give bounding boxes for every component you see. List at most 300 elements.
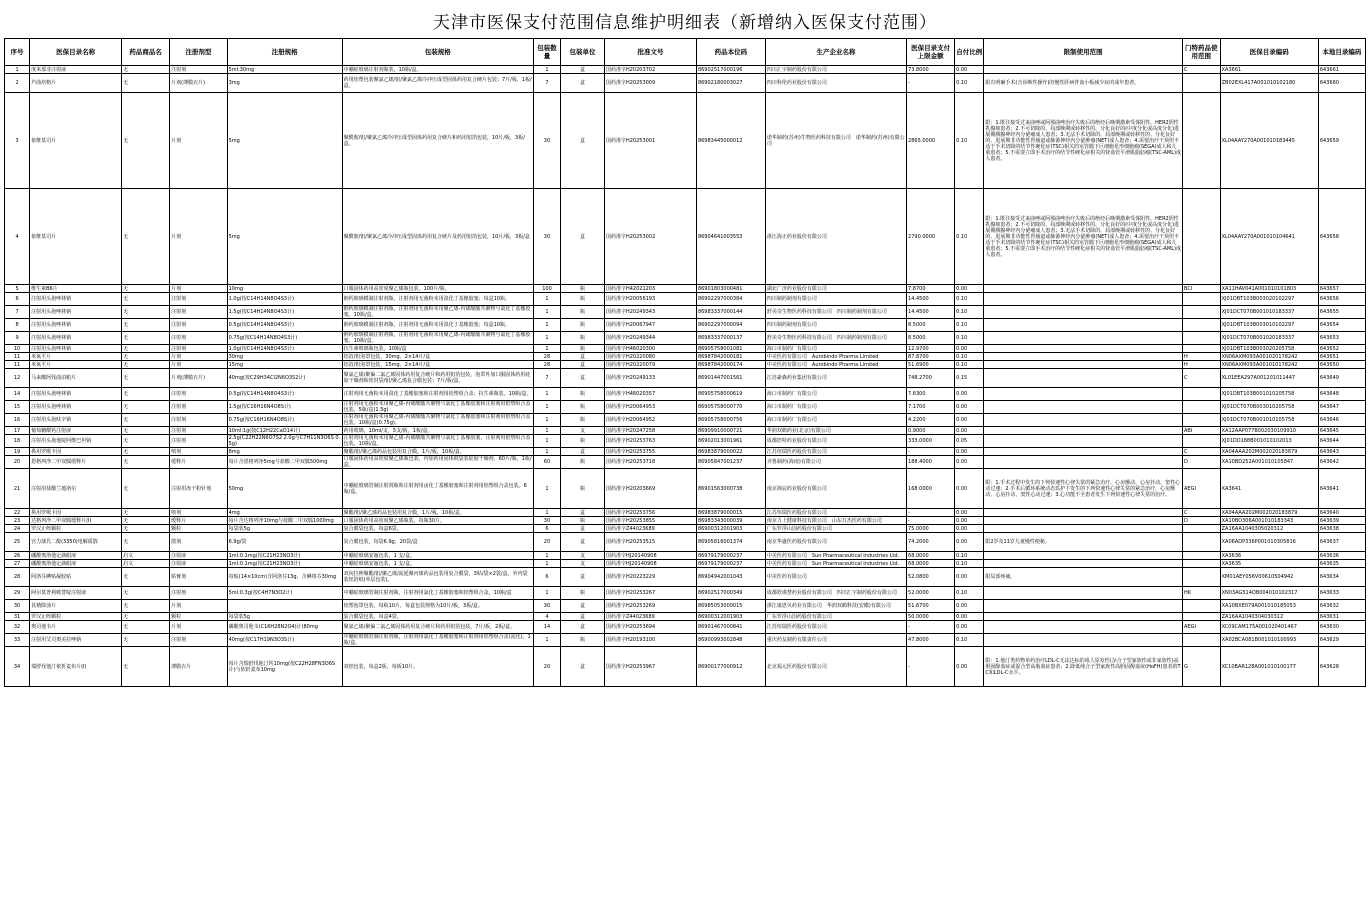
- table-cell: 中美医药有限公司 Aurobindo Pharma Limited: [765, 361, 906, 369]
- table-cell: [984, 600, 1183, 613]
- table-cell: 无: [122, 388, 170, 401]
- table-cell: 瓶: [561, 469, 605, 509]
- table-cell: 注射液: [170, 552, 227, 560]
- table-cell: 1: [533, 448, 560, 456]
- table-cell: 聚酰胺/铝/聚氯乙烯冷冲压成型固体药用复合硬片及药用铝箔包装，10片/板，3板/盒: [342, 189, 533, 285]
- table-cell: 国药准字Z44023689: [604, 525, 696, 533]
- table-cell: 无: [122, 306, 170, 319]
- table-cell: 国药准字H20220080: [604, 353, 696, 361]
- table-cell: [1182, 533, 1220, 552]
- table-cell: 硼酸奥洛他定滴眼液: [30, 560, 122, 568]
- table-cell: 6.9g/袋: [227, 533, 342, 552]
- table-cell: 10ml:1g(按C12H22CaO14计): [227, 427, 342, 435]
- table-cell: 中美医药有限公司 Aurobindo Pharma Limited: [765, 353, 906, 361]
- table-cell: 依维莫司片: [30, 189, 122, 285]
- table-cell: 86902297000094: [696, 319, 765, 332]
- table-cell: 86987842000181: [696, 353, 765, 361]
- table-cell: 铝箔/铝泡罩包装，15mg，2×14片/盒: [342, 361, 533, 369]
- table-cell: 口服固体药用高密度聚乙烯瓶包装，内加药用固体纸袋装硅胶干燥剂，60片/瓶，1瓶/盒。: [343, 456, 532, 468]
- table-cell: 中硼硅玻璃注射剂瓶装，10瓶/盒。: [342, 66, 533, 74]
- table-cell: 盒: [561, 621, 605, 634]
- table-cell: XL01EEA297A001201011447: [1220, 369, 1318, 388]
- table-cell: 15mg: [227, 361, 342, 369]
- table-cell: 1: [533, 401, 560, 414]
- table-cell: [1182, 435, 1220, 448]
- table-cell: [984, 66, 1183, 74]
- table-cell: 复合膜袋包装，每盒4袋。: [342, 613, 533, 621]
- table-cell: 中美医药有限公司 Sun Pharmaceutical Industries Ltd.: [765, 560, 906, 568]
- table-cell: 葡萄糖酸钙注射液: [30, 427, 122, 435]
- table-cell: 每袋装5g: [227, 525, 342, 533]
- table-cell: [984, 353, 1183, 361]
- table-cell: 51.6900: [907, 361, 955, 369]
- table-cell: 国药准字H20253515: [604, 533, 696, 552]
- table-cell: 86985053000015: [696, 600, 765, 613]
- table-cell: [984, 621, 1183, 634]
- table-row: [5, 525, 1366, 533]
- table-cell: 国药准字H20253267: [604, 587, 696, 600]
- table-cell: 限：1.既往接受过来曲唑或阿那曲唑治疗失败后的绝经后晚期激素受体阳性、HER2阴性乳腺癌患者；2.不可切除的、局部晚期或转移性的、分化良好的(中度分化或高度分化)进展期胰腺神经内分泌瘤成人患者；3.无法手术切除的、局部晚期或转移性的、分化良好的、进展期非功能性胃肠道或肺源神经内分泌肿瘤(NET)成人患者；4.需要治疗干预但不适于手术切除的结节性硬化症(TSC)相关的室管膜下巨细胞星形细胞瘤(SEGA)成人和儿童患者；5.不需要立即手术治疗的结节性硬化症相关的肾血管平滑肌脂肪瘤(TSC-AML)成人患者。: [984, 189, 1183, 285]
- column-header: 批准文号: [604, 39, 696, 66]
- table-row: [5, 369, 1366, 388]
- table-cell: 无: [122, 587, 170, 600]
- table-cell: 0.10: [955, 319, 984, 332]
- table-cell: [1182, 552, 1220, 560]
- table-cell: [984, 427, 1183, 435]
- table-cell: 22: [5, 509, 30, 517]
- table-cell: 支: [561, 552, 605, 560]
- table-cell: 国药准字H20064952: [604, 414, 696, 427]
- table-cell: 20: [5, 456, 30, 469]
- table-cell: 86987842000174: [696, 361, 765, 369]
- table-cell: [984, 293, 1183, 306]
- table-cell: 86904641003553: [696, 189, 765, 285]
- table-cell: 注射剂: [170, 587, 227, 600]
- table-row: [5, 448, 1366, 456]
- table-cell: XA02BCA081B001010100993: [1220, 634, 1318, 647]
- table-cell: 硼酸奥洛他定滴眼液: [30, 552, 122, 560]
- table-cell: 30: [533, 189, 560, 285]
- table-cell: 罗汉止咳颗粒: [30, 525, 122, 533]
- table-cell: XN06AXM093A001020178242: [1220, 353, 1318, 361]
- table-cell: 注射剂: [170, 293, 227, 306]
- table-cell: 片剂: [170, 600, 227, 613]
- table-cell: 国药准字H20247258: [604, 427, 696, 435]
- table-cell: [1182, 525, 1220, 533]
- table-cell: 铝塑泡罩包装，每板10片，每盒包装规格为10片/板，3板/盒。: [342, 600, 533, 613]
- table-row: [5, 427, 1366, 435]
- table-cell: -: [907, 509, 955, 517]
- table-cell: 罗汉止咳颗粒: [30, 613, 122, 621]
- table-cell: 国药准字H20056193: [604, 293, 696, 306]
- table-cell: 瓶: [561, 285, 605, 293]
- table-cell: 国药准字H46020300: [604, 345, 696, 353]
- table-cell: 缓释片: [170, 456, 227, 469]
- table-cell: 鼻用罗哌卡因: [30, 509, 122, 517]
- table-cell: 1: [533, 634, 560, 647]
- table-cell: 643655: [1318, 306, 1365, 319]
- table-cell: 片剂: [170, 189, 227, 285]
- table-cell: 广东罗浮山国药股份有限公司: [765, 613, 906, 621]
- table-cell: 盒: [561, 613, 605, 621]
- table-cell: 643639: [1318, 517, 1365, 525]
- table-cell: 中美医药有限公司 Sun Pharmaceutical Industries Ltd.: [765, 552, 906, 560]
- table-cell: XN03AG514OB004010102317: [1220, 587, 1318, 600]
- table-cell: 注射剂: [170, 414, 227, 427]
- table-cell: 643630: [1318, 621, 1365, 634]
- table-cell: 30: [5, 600, 30, 613]
- table-cell: [984, 587, 1183, 600]
- table-cell: 宫力蒲氏二醇(3350)电解质散: [30, 533, 122, 552]
- table-cell: 国药准字H20253269: [604, 600, 696, 613]
- table-cell: 湖北广济药业股份有限公司: [765, 285, 906, 293]
- table-row: [5, 600, 1366, 613]
- column-header: 限制使用范围: [984, 39, 1183, 66]
- table-row: [5, 93, 1366, 189]
- table-cell: 无: [122, 469, 170, 509]
- table-cell: [1182, 319, 1220, 332]
- table-cell: 瓶: [561, 435, 605, 448]
- table-cell: G: [1182, 647, 1220, 687]
- table-cell: 瓶: [561, 401, 605, 414]
- table-cell: 86900993002848: [696, 634, 765, 647]
- table-cell: 50.0000: [907, 613, 955, 621]
- table-cell: 双向拉伸聚酯/铝/聚乙烯/流延聚丙烯药品包装用复合膜袋，3贴/袋×2袋/盒，外内袋装铝箔纸(单层包装)。: [342, 568, 533, 587]
- table-cell: 86983337000144: [696, 306, 765, 319]
- table-cell: 7.8700: [907, 285, 955, 293]
- table-cell: 聚酯/铝/聚乙烯药品包装用复合膜，1片/板，10板/盒。: [342, 509, 533, 517]
- table-cell: C: [1182, 66, 1220, 74]
- table-cell: 江苏豪森药业集团有限公司: [765, 369, 906, 388]
- table-cell: 国药准字H20253855: [604, 517, 696, 525]
- table-cell: XA06ADP336P001010305816: [1220, 533, 1318, 552]
- table-cell: 16: [5, 414, 30, 427]
- table-cell: 片剂: [170, 353, 227, 361]
- table-cell: 盒: [561, 509, 605, 517]
- table-cell: 1: [533, 509, 560, 517]
- table-cell: 7: [533, 369, 560, 388]
- table-cell: 限2岁及11岁儿童慢性便秘。: [984, 533, 1183, 552]
- table-cell: [984, 401, 1183, 414]
- table-cell: XL04AAY270A001010104641: [1220, 189, 1318, 285]
- table-cell: 50mg: [227, 469, 342, 509]
- table-cell: 国药准字H46020357: [604, 388, 696, 401]
- table-cell: 成都倍特药业股份有限公司: [765, 435, 906, 448]
- table-cell: 四川科伦药业股份有限公司: [765, 74, 906, 93]
- table-cell: 米氮平片: [30, 353, 122, 361]
- table-cell: 643636: [1318, 552, 1365, 560]
- table-cell: 1: [533, 293, 560, 306]
- table-cell: 注射剂: [170, 401, 227, 414]
- table-cell: 无: [122, 414, 170, 427]
- table-cell: 马来酸阿伐曲泊帕片: [30, 369, 122, 388]
- table-cell: 聚氯乙烯/聚偏二氯乙烯固体药用复合硬片和药用铝箔包装，7片/板，2板/盒。: [342, 621, 533, 634]
- table-cell: 贴膏剂: [170, 568, 227, 587]
- table-cell: 0.00: [955, 285, 984, 293]
- table-cell: 喷剂: [170, 509, 227, 517]
- table-cell: 无: [122, 332, 170, 345]
- table-cell: 4.2200: [907, 414, 955, 427]
- table-cell: 盒: [561, 353, 605, 361]
- table-cell: D: [1182, 456, 1220, 469]
- table-row: [5, 74, 1366, 93]
- table-cell: 29: [5, 587, 30, 600]
- table-cell: 国药准字H20220079: [604, 361, 696, 369]
- table-cell: 瓶: [561, 332, 605, 345]
- table-cell: 喷剂: [170, 448, 227, 456]
- table-cell: 限：1.手术过程中发生的下列快速性心律失常的紧急治疗，心房颤动、心房扑动、窦性心动过速；2.手术后循环系统动态监护下发生的下列快速性心律失常的紧急治疗，心房颤动、心房扑动、窦性心动过速；3.心功能不全患者发生下列快速性心律失常的治疗。: [984, 469, 1183, 509]
- table-cell: [1182, 93, 1220, 189]
- table-cell: [1182, 414, 1220, 427]
- table-cell: 86902517000196: [696, 66, 765, 74]
- table-cell: 缓释片: [170, 517, 227, 525]
- table-cell: 无: [122, 568, 170, 587]
- table-cell: 0.00: [955, 525, 984, 533]
- table-cell: 海口市制药厂有限公司: [765, 345, 906, 353]
- table-cell: 钠钙玻璃模制注射剂瓶，注射剂用无菌粉末用溴化丁基橡胶塞；每盒10瓶。: [342, 319, 533, 332]
- table-cell: 643658: [1318, 189, 1365, 285]
- table-row: [5, 560, 1366, 568]
- table-row: [5, 353, 1366, 361]
- table-cell: H: [1182, 353, 1220, 361]
- table-cell: 643638: [1318, 525, 1365, 533]
- table-cell: 643629: [1318, 634, 1365, 647]
- table-cell: ABI: [1182, 427, 1220, 435]
- table-cell: 33: [5, 634, 30, 647]
- table-cell: 14: [5, 388, 30, 401]
- table-cell: 643656: [1318, 293, 1365, 306]
- table-cell: 国药准字H20253001: [604, 93, 696, 189]
- column-header: 自付比例: [955, 39, 984, 66]
- table-cell: [1182, 189, 1220, 285]
- column-header: 门特药品使用范围: [1182, 39, 1220, 66]
- table-cell: 86900312001903: [696, 525, 765, 533]
- table-cell: 国药准字H20249344: [604, 332, 696, 345]
- table-cell: -: [907, 74, 955, 93]
- table-cell: 30mg: [227, 353, 342, 361]
- table-cell: 薄膜衣片: [170, 647, 227, 687]
- table-cell: 643648: [1318, 388, 1365, 401]
- table-cell: 30: [533, 93, 560, 189]
- table-cell: 30: [533, 517, 560, 525]
- table-cell: 注射用头孢唑林钠: [30, 306, 122, 319]
- table-cell: 25: [5, 533, 30, 552]
- table-cell: 27: [5, 560, 30, 568]
- table-cell: 0.05: [955, 435, 984, 448]
- table-cell: 无: [122, 293, 170, 306]
- table-cell: 643657: [1318, 285, 1365, 293]
- table-cell: 643637: [1318, 533, 1365, 552]
- table-row: [5, 345, 1366, 353]
- table-cell: 86905758000770: [696, 401, 765, 414]
- table-cell: [1182, 568, 1220, 587]
- table-cell: 5ml:0.3g(按C4H7N3O2计): [227, 587, 342, 600]
- table-cell: 643650: [1318, 361, 1365, 369]
- table-cell: 国药准字H20253763: [604, 435, 696, 448]
- table-row: [5, 613, 1366, 621]
- table-cell: 国药准字H20064953: [604, 401, 696, 414]
- table-cell: 齐鲁制药(海南)有限公司: [765, 456, 906, 469]
- table-cell: XA12AAP077B002030109910: [1220, 427, 1318, 435]
- table-cell: 643644: [1318, 435, 1365, 448]
- table-cell: 26: [5, 552, 30, 560]
- table-cell: 14.4500: [907, 293, 955, 306]
- table-cell: 10mg: [227, 285, 342, 293]
- column-header: 序号: [5, 39, 30, 66]
- table-cell: 1: [533, 388, 560, 401]
- table-cell: 舒美奇生物医药科技有限公司 四川制药制剂有限公司: [765, 332, 906, 345]
- table-cell: XA10BD252A001010105847: [1220, 456, 1318, 469]
- table-cell: 68.0000: [907, 560, 955, 568]
- table-cell: 7: [5, 306, 30, 319]
- table-cell: 聚氯乙烯/聚偏二氯乙烯固体药用复合硬片和药用铝箔包装，泡罩外加口服固体药用硅胶干燥剂和密封袋/铝/聚乙烯复合膜包装；7片/板/盒。: [342, 369, 533, 388]
- table-cell: 瓶: [561, 634, 605, 647]
- table-cell: 643633: [1318, 587, 1365, 600]
- column-header: 生产企业名称: [765, 39, 906, 66]
- column-header: 包装数量: [533, 39, 560, 66]
- table-cell: 1.5g(按C14H14N8O4S3计): [227, 306, 342, 319]
- table-cell: 芪楂降浊片: [30, 600, 122, 613]
- table-row: [5, 189, 1366, 285]
- table-cell: 限：1.他汀类药物单药治疗LDL-C无法达标的成人原发性(杂合子型家族性或非家族性)高胆固醇血症或混合型高脂血症患者；2.降低纯合子型家族性高胆固醇血症(HoFH)患者的TC和LDL-C水平。: [984, 647, 1183, 687]
- table-cell: 片剂(薄膜衣片): [170, 369, 227, 388]
- table-row: [5, 647, 1366, 687]
- table-cell: 0.15: [955, 369, 984, 388]
- table-cell: 0.00: [955, 517, 984, 525]
- table-cell: 8: [5, 319, 30, 332]
- table-cell: 中硼硅玻璃安瓿包装，1 支/盒。: [342, 552, 533, 560]
- table-cell: 14.4500: [907, 306, 955, 319]
- column-header: 包装规格: [342, 39, 533, 66]
- table-row: [5, 533, 1366, 552]
- table-cell: 86983337000137: [696, 332, 765, 345]
- table-cell: 86905758001081: [696, 345, 765, 353]
- table-cell: 1ml:0.1mg(按C21H23NO3计): [227, 560, 342, 568]
- table-cell: 19: [5, 448, 30, 456]
- table-cell: 0.00: [955, 401, 984, 414]
- table-cell: 颗粒: [170, 613, 227, 621]
- table-cell: 47.8000: [907, 634, 955, 647]
- table-cell: 7: [533, 74, 560, 93]
- table-cell: 瓶: [561, 456, 605, 469]
- table-cell: 9: [5, 332, 30, 345]
- table-cell: 100: [533, 285, 560, 293]
- table-cell: 无: [122, 448, 170, 456]
- table-cell: 86900177000912: [696, 647, 765, 687]
- table-cell: 双铝包装，每盒2板，每板10片。: [342, 647, 533, 687]
- table-cell: 无: [122, 613, 170, 621]
- table-cell: 每片含瑞舒伐他汀钙10mg(按C22H28FN3O6S计)与依折麦布10mg: [227, 647, 342, 687]
- table-cell: [984, 613, 1183, 621]
- table-cell: 重庆药友制药有限责任公司: [765, 634, 906, 647]
- table-cell: 无: [122, 634, 170, 647]
- table-cell: 32: [5, 621, 30, 634]
- table-cell: 0.10: [955, 634, 984, 647]
- table-cell: 1: [533, 345, 560, 353]
- table-cell: 无: [122, 621, 170, 634]
- table-cell: 1: [533, 427, 560, 435]
- table-cell: D: [1182, 517, 1220, 525]
- table-cell: 盒: [561, 74, 605, 93]
- table-cell: 1: [533, 319, 560, 332]
- table-cell: 国药准字H20223229: [604, 568, 696, 587]
- table-cell: 盒: [561, 600, 605, 613]
- table-cell: 1: [533, 332, 560, 345]
- table-cell: 注射用头孢他啶阿维巴坦钠: [30, 435, 122, 448]
- table-cell: 支: [561, 560, 605, 568]
- table-cell: 支: [561, 427, 605, 435]
- table-cell: [1182, 401, 1220, 414]
- table-cell: 无: [122, 189, 170, 285]
- table-cell: [984, 448, 1183, 456]
- table-cell: 0.00: [955, 66, 984, 74]
- table-cell: [1182, 293, 1220, 306]
- table-cell: 28: [533, 361, 560, 369]
- table-cell: 86901467000841: [696, 621, 765, 634]
- table-cell: 国药准字H20067947: [604, 319, 696, 332]
- table-cell: 86979179000237: [696, 560, 765, 568]
- table-cell: 注射用头孢唑林钠: [30, 345, 122, 353]
- table-cell: 无: [122, 525, 170, 533]
- table-row: [5, 456, 1366, 469]
- table-cell: 643647: [1318, 401, 1365, 414]
- table-cell: 2: [5, 74, 30, 93]
- table-cell: 0.5g(按C14H14N8O4S3计): [227, 319, 342, 332]
- table-cell: 片剂: [170, 361, 227, 369]
- table-cell: XC09CAM175A001020401467: [1220, 621, 1318, 634]
- table-cell: 注射用头孢唑林钠: [30, 293, 122, 306]
- table-cell: 口服固体药用高密度聚乙烯瓶包装，100片/瓶。: [342, 285, 533, 293]
- table-cell: 瓶: [561, 587, 605, 600]
- table-cell: 11: [5, 361, 30, 369]
- table-cell: 注射用头孢唑林钠: [30, 388, 122, 401]
- table-cell: 中硼硅玻璃安瓿包装，1 支/盒。: [342, 560, 533, 568]
- table-cell: 限有明确手术(含诊断性操作)的慢性肝病伴血小板减少症的成年患者。: [984, 74, 1183, 93]
- table-cell: 86905847001237: [696, 456, 765, 469]
- table-cell: 86983343000039: [696, 517, 765, 525]
- table-cell: 643642: [1318, 456, 1365, 469]
- column-header: 注册剂型: [170, 39, 227, 66]
- column-header: 医保目录编码: [1220, 39, 1318, 66]
- table-cell: 643628: [1318, 647, 1365, 687]
- table-cell: 34: [5, 647, 30, 687]
- table-cell: 1: [533, 587, 560, 600]
- table-cell: [984, 369, 1183, 388]
- table-cell: 86902180003027: [696, 74, 765, 93]
- column-header: 医保目录名称: [30, 39, 122, 66]
- table-cell: 南京华盛医药股份有限公司: [765, 533, 906, 552]
- table-cell: 复合膜袋包装，每盒6袋。: [342, 525, 533, 533]
- table-cell: 86905816001374: [696, 533, 765, 552]
- table-cell: XJ01DBT103B001010205758: [1220, 388, 1318, 401]
- table-cell: XA04AAA202M002020183879: [1220, 448, 1318, 456]
- table-cell: 6: [533, 568, 560, 587]
- table-cell: 注射剂: [170, 634, 227, 647]
- table-cell: 643641: [1318, 469, 1365, 509]
- table-cell: 188.4000: [907, 456, 955, 469]
- table-cell: 无: [122, 517, 170, 525]
- table-cell: 643652: [1318, 345, 1365, 353]
- table-row: [5, 332, 1366, 345]
- table-cell: BCI: [1182, 285, 1220, 293]
- table-cell: 3: [5, 93, 30, 189]
- table-cell: 无: [122, 66, 170, 74]
- table-cell: AEGI: [1182, 469, 1220, 509]
- table-cell: 限：1.既往接受过来曲唑或阿那曲唑治疗失败后的绝经后晚期激素受体阳性、HER2阴性乳腺癌患者；2.不可切除的、局部晚期或转移性的、分化良好的(中度分化或高度分化)进展期胰腺神经内分泌瘤成人患者；3.无法手术切除的、局部晚期或转移性的、分化良好的、进展期非功能性胃肠道或肺源神经内分泌肿瘤(NET)成人患者；4.需要治疗干预但不适于手术切除的结节性硬化症(TSC)相关的室管膜下巨细胞星形细胞瘤(SEGA)成人和儿童患者；5.不需要立即手术治疗的结节性硬化症相关的肾血管平滑肌脂肪瘤(TSC-AML)成人患者。: [984, 93, 1183, 189]
- table-cell: 南京力上健康科技有限公司 山东万杰医药有限公司: [765, 517, 906, 525]
- table-cell: 国药准字H20253967: [604, 647, 696, 687]
- table-cell: 无: [122, 93, 170, 189]
